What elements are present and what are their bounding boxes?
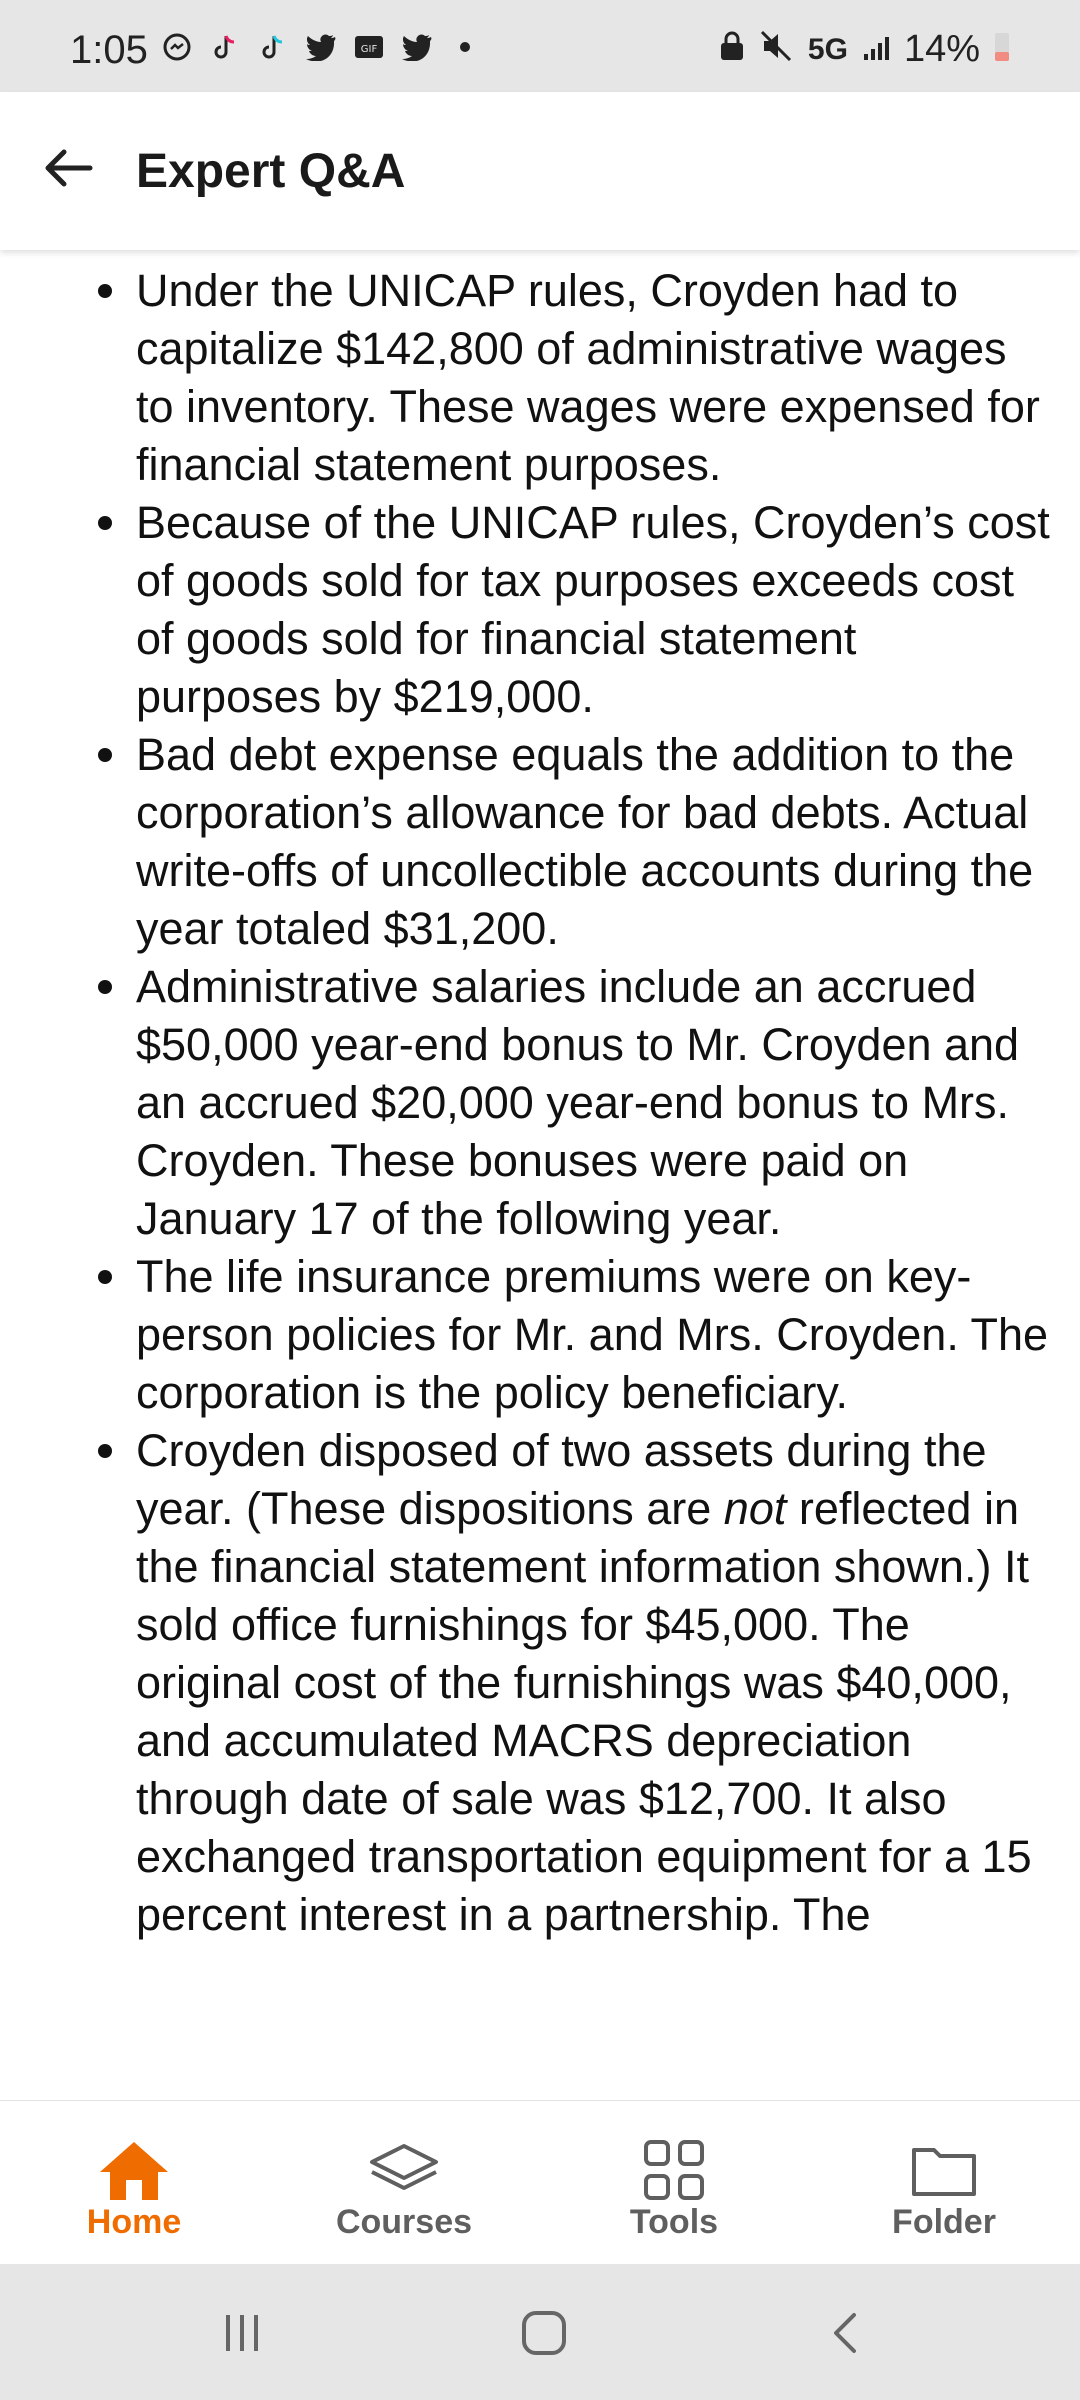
list-item — [0, 262, 1080, 494]
status-time: 1:05 — [70, 28, 148, 72]
bullet-icon — [98, 1270, 112, 1284]
bullet-icon — [98, 1444, 112, 1458]
list-item — [0, 1248, 1080, 1422]
list-item-text: Under the UNICAP rules, Croyden had to capitalize $142,800 of administrative wages to inventory. These wages were expensed for financial statement purposes. — [136, 265, 1040, 490]
emphasis-text: not — [723, 1483, 787, 1534]
messenger-icon — [160, 30, 194, 64]
bullet-icon — [98, 748, 112, 762]
status-right — [718, 28, 1010, 71]
battery-percent: 14% — [903, 28, 980, 70]
home-icon — [94, 2137, 174, 2203]
nav-tools[interactable] — [574, 2101, 774, 2265]
nav-courses-label: Courses — [335, 2203, 473, 2241]
twitter-icon — [304, 30, 338, 64]
signal-icon — [862, 29, 890, 71]
recent-apps-icon[interactable] — [212, 2308, 272, 2358]
bullet-list — [0, 262, 1080, 1944]
home-button-icon[interactable] — [514, 2308, 574, 2358]
system-back-icon[interactable] — [816, 2308, 876, 2358]
list-item — [0, 726, 1080, 958]
more-notifications-dot-icon — [448, 30, 482, 64]
list-item — [0, 1422, 1080, 1944]
list-item-text-start: Croyden disposed of two assets during the year. (These dispositions are — [136, 1425, 987, 1534]
nav-folder[interactable] — [844, 2101, 1044, 2265]
system-nav-bar — [0, 2264, 1080, 2400]
photo-icon — [352, 30, 386, 64]
page-title: Expert Q&A — [136, 145, 406, 198]
folder-icon — [904, 2137, 984, 2203]
list-item-text: The life insurance premiums were on key-person policies for Mr. and Mrs. Croyden. The corporation is the policy beneficiary. — [136, 1251, 1049, 1418]
nav-home-label: Home — [86, 2203, 182, 2241]
bottom-nav — [0, 2100, 1080, 2265]
bullet-icon — [98, 284, 112, 298]
app-bar — [0, 92, 1080, 250]
list-item — [0, 494, 1080, 726]
list-item-text: Because of the UNICAP rules, Croyden’s cost of goods sold for tax purposes exceeds cost of goods sold for financial statement purposes by $219,000. — [136, 497, 1050, 722]
layers-icon — [364, 2137, 444, 2203]
list-item-text-end: reflected in the financial statement information shown.) It sold office furnishings for $45,000. The original cost of the furnishings was $40,000, and accumulated MACRS depreciation through date of sale was $12,700. It also exchanged transportation equipment for a 15 percent interest in a partnership. The — [136, 1483, 1032, 1940]
bullet-icon — [98, 980, 112, 994]
list-item — [0, 958, 1080, 1248]
svg-text:GIF: GIF — [360, 44, 378, 55]
network-type: 5G — [807, 32, 848, 66]
tiktok-icon — [208, 30, 242, 64]
nav-home[interactable] — [34, 2101, 234, 2265]
notification-icons — [160, 30, 482, 64]
back-arrow-icon[interactable] — [38, 138, 98, 198]
grid-icon — [634, 2137, 714, 2203]
lock-icon — [718, 29, 746, 71]
list-item-text: Administrative salaries include an accrued $50,000 year-end bonus to Mr. Croyden and an accrued $20,000 year-end bonus to Mrs. Croyden. These bonuses were paid on January 17 of the following year. — [136, 961, 1020, 1244]
mute-icon — [760, 29, 794, 71]
tiktok-icon — [256, 30, 290, 64]
nav-courses[interactable] — [304, 2101, 504, 2265]
battery-icon — [994, 29, 1010, 71]
bullet-icon — [98, 516, 112, 530]
list-item-text: Bad debt expense equals the addition to the corporation’s allowance for bad debts. Actual write-offs of uncollectible accounts during the year totaled $31,200. — [136, 729, 1034, 954]
answer-content[interactable] — [0, 250, 1080, 2090]
nav-tools-label: Tools — [629, 2203, 719, 2241]
nav-folder-label: Folder — [892, 2203, 996, 2241]
twitter-icon — [400, 30, 434, 64]
status-bar — [0, 0, 1080, 92]
